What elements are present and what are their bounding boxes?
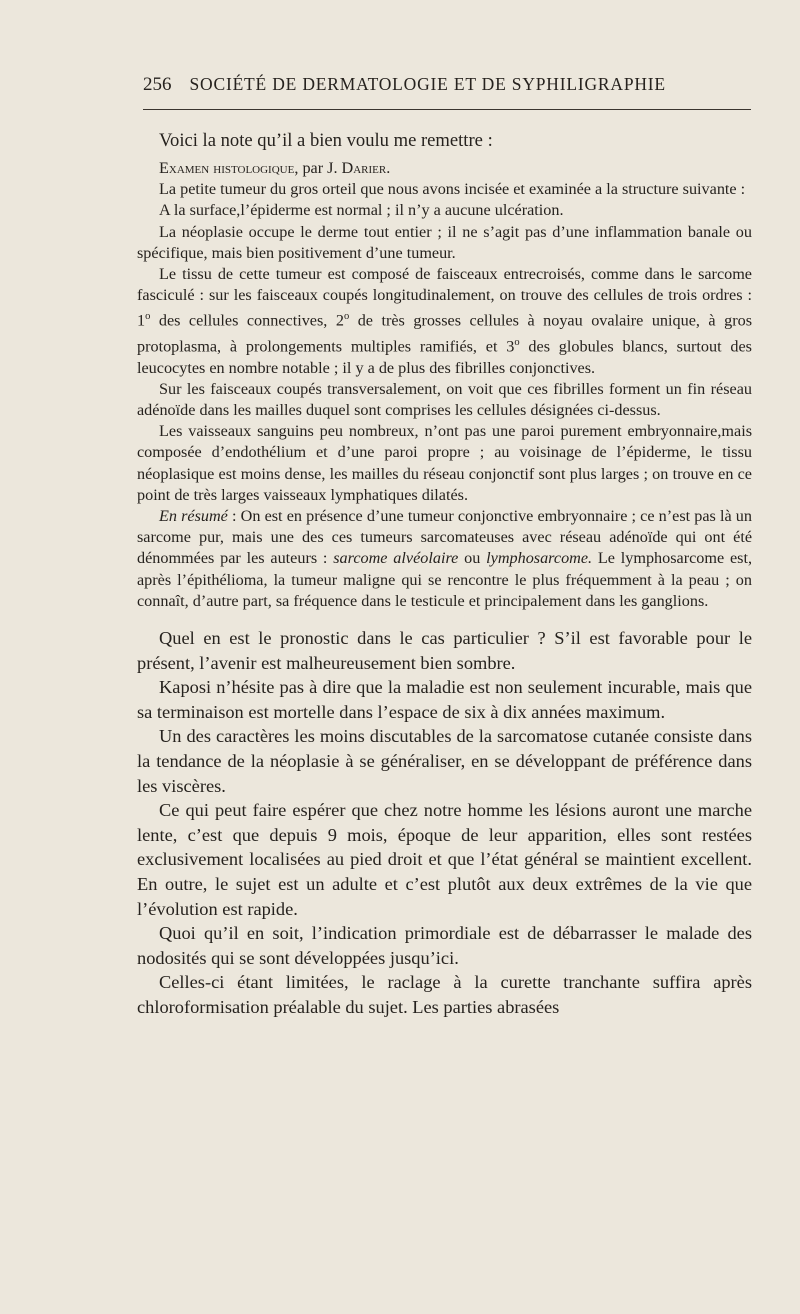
paragraph: Kaposi n’hésite pas à dire que la maladie est non seulement incurable, mais que sa terminaison est mortelle dans l’espace de six à dix années maximum. xyxy=(137,677,752,722)
header-rule xyxy=(143,109,751,110)
exam-author: Darier. xyxy=(341,159,391,177)
paragraph: A la surface,l’épiderme est normal ; il n’y a aucune ulcération. xyxy=(159,201,564,220)
exam-heading-label: Examen histologique, xyxy=(159,159,299,177)
body-text xyxy=(137,124,752,1020)
paragraph: La petite tumeur du gros orteil que nous avons incisée et examinée a la structure suivante : xyxy=(159,180,746,199)
paragraph: Ce qui peut faire espérer que chez notre homme les lésions auront une marche lente, c’est que depuis 9 mois, époque de leur apparition, elles sont restées exclusivement localisées au pied droit et que l’état général se maintient excellent. En outre, le sujet est un adulte et c’est plutôt aux deux extrêmes de la vie que l’évolution est rapide. xyxy=(137,800,752,919)
page-header xyxy=(143,74,753,96)
paragraph: Les vaisseaux sanguins peu nombreux, n’ont pas une paroi purement embryonnaire,mais composée d’endothélium et d’une paroi propre ; au voisinage de l’épiderme, le tissu néoplasique est moins dense, les mailles du réseau conjonctif sont plus larges ; on trouve en ce point de très larges vaisseaux lymphatiques dilatés. xyxy=(137,422,752,504)
text-run: des globules blancs, surtout des leucocytes en nombre notable ; il y a de plus des fibrilles conjonctives. xyxy=(137,337,752,377)
summary-lead: En résumé xyxy=(159,507,228,526)
paragraph xyxy=(137,506,752,612)
histology-note xyxy=(137,158,752,612)
ordinal-sup: o xyxy=(145,311,151,323)
paragraph: Sur les faisceaux coupés transversalement, on voit que ces fibrilles forment un fin réseau adénoïde dans les mailles duquel sont comprises les cellules désignées ci-dessus. xyxy=(137,379,752,420)
term-sarcome-alveolaire: sarcome alvéolaire xyxy=(333,549,459,568)
text-run: Le tissu de cette tumeur est composé de faisceaux entrecroisés, comme dans le sarcome fasciculé : sur les faisceaux coupés longitudinalement, on trouve des cellules de trois ordres : 1 xyxy=(137,265,752,330)
text-run: ou xyxy=(458,549,487,568)
paragraph: Celles-ci étant limitées, le raclage à la curette tranchante suffira après chloroformisation préalable du sujet. Les parties abrasées xyxy=(137,972,752,1017)
paragraph: Quoi qu’il en soit, l’indication primordiale est de débarrasser le malade des nodosités qui se sont développées jusqu’ici. xyxy=(137,923,752,968)
text-run: de très grosses cellules à noyau ovalaire unique, à gros protoplasma, à prolongements multiples ramifiés, et 3 xyxy=(137,311,752,356)
paragraph: Quel en est le pronostic dans le cas particulier ? S’il est favorable pour le présent, l’avenir est malheureusement bien sombre. xyxy=(137,628,752,673)
paragraph: La néoplasie occupe le derme tout entier ; il ne s’agit pas d’une inflammation banale ou spécifique, mais bien positivement d’une tumeur. xyxy=(137,222,752,262)
page-number: 256 xyxy=(143,74,172,95)
paragraph: Un des caractères les moins discutables de la sarcomatose cutanée consiste dans la tendance de la néoplasie à se généraliser, en se développant de préférence dans les viscères. xyxy=(137,726,752,796)
exam-by: par J. xyxy=(302,159,338,177)
text-run: des cellules connectives, 2 xyxy=(150,311,344,330)
main-discussion xyxy=(137,626,752,1020)
text-run: Le lymphosarcome est, après l’épithélioma, la tumeur maligne qui se rencontre le plus fréquemment à la peau ; on connaît, d’autre part, sa fréquence dans le testicule et principalement dans les ganglions. xyxy=(137,549,753,610)
section-gap xyxy=(137,612,752,626)
ordinal-sup: o xyxy=(514,337,520,349)
paragraph xyxy=(137,264,752,379)
intro-line: Voici la note qu’il a bien voulu me remettre : xyxy=(159,130,493,151)
ordinal-sup: o xyxy=(343,311,350,323)
exam-heading xyxy=(137,158,752,179)
term-lymphosarcome: lymphosarcome. xyxy=(486,549,593,568)
text-run: : On est en présence d’une tumeur conjonctive embryonnaire ; ce n’est pas là un sarcome pur, mais une des ces tumeurs sarcomateuses avec réseau adénoïde qui ont été dénommées par les auteurs : xyxy=(137,507,752,568)
running-title: SOCIÉTÉ DE DERMATOLOGIE ET DE SYPHILIGRAPHIE xyxy=(189,74,666,94)
